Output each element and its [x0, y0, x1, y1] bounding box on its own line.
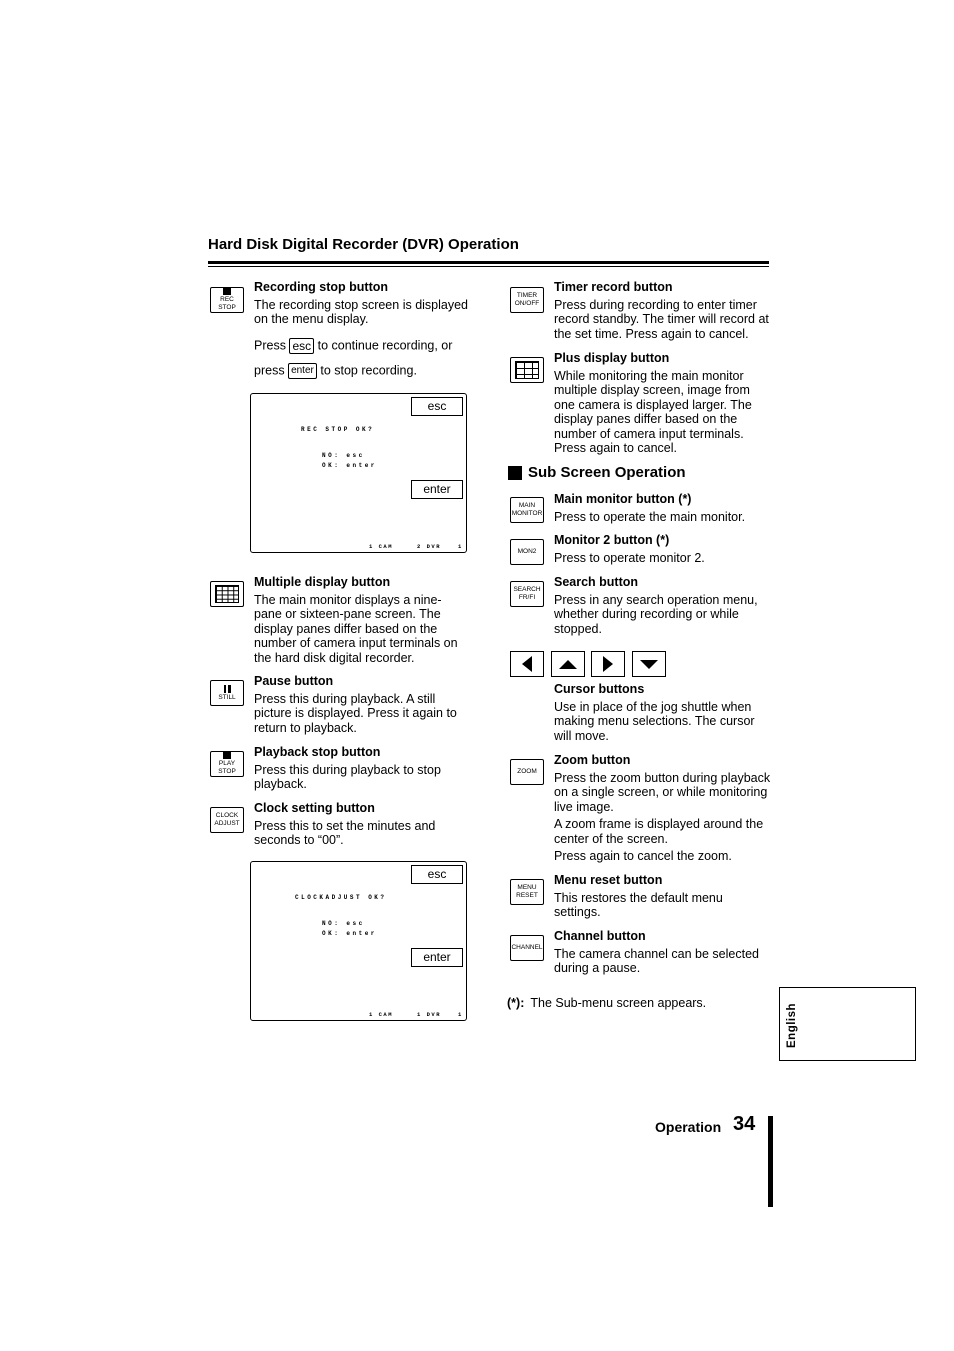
timer-icon-label-2: ON/OFF	[514, 300, 540, 307]
zoom-body-3: Press again to cancel the zoom.	[554, 849, 732, 863]
rec-stop-press-esc	[254, 338, 469, 354]
stop-text: to stop recording.	[320, 362, 417, 377]
channel-body: The camera channel can be selected during a pause.	[554, 946, 759, 975]
cursor-body: Use in place of the jog shuttle when making menu selections. The cursor will move.	[554, 699, 755, 743]
menu-reset-body: This restores the default menu settings.	[554, 890, 723, 919]
main-monitor-icon-label-2: MONITOR	[511, 510, 543, 517]
clock-section	[254, 801, 469, 848]
zoom-body-1: Press the zoom button during playback on a single screen, or while monitoring live image.	[554, 770, 771, 814]
plus-display-button-icon	[510, 357, 544, 383]
timer-button-icon	[510, 287, 544, 313]
plus-display-heading: Plus display button	[554, 351, 670, 365]
channel-button-icon	[510, 935, 544, 961]
search-button-icon	[510, 581, 544, 607]
pause-body: Press this during playback. A still picture is displayed. Press it again to return to playback.	[254, 691, 457, 735]
screen-enter-button: enter	[411, 948, 463, 967]
rec-stop-heading: Recording stop button	[254, 280, 389, 294]
cursor-right-icon	[591, 651, 625, 677]
menu-reset-button-icon	[510, 879, 544, 905]
plus-display-body: While monitoring the main monitor multiple display screen, image from one camera is displayed larger. The display panes differ based on the number of camera input terminals. Press again to cancel.	[554, 368, 752, 455]
menu-reset-icon-label-1: MENU	[517, 884, 537, 891]
language-tab	[779, 987, 916, 1061]
rec-stop-section	[254, 280, 469, 379]
playback-stop-section	[254, 745, 469, 792]
channel-section	[554, 929, 772, 976]
screen-dvr-status: 2 DVR	[417, 543, 442, 550]
zoom-button-icon	[510, 759, 544, 785]
main-monitor-heading: Main monitor button (*)	[554, 492, 692, 506]
section-marker-icon	[508, 466, 522, 480]
esc-key-icon: esc	[289, 338, 314, 354]
pause-icon	[224, 685, 231, 693]
stop-square-icon	[223, 752, 231, 759]
cursor-heading: Cursor buttons	[554, 682, 645, 696]
cursor-down-icon	[632, 651, 666, 677]
clock-icon-label-2: ADJUST	[214, 820, 240, 827]
pause-heading: Pause button	[254, 674, 334, 688]
cursor-left-icon	[510, 651, 544, 677]
zoom-heading: Zoom button	[554, 753, 631, 767]
timer-section	[554, 280, 772, 341]
footer-section-label: Operation	[655, 1119, 722, 1135]
search-icon-label-1: SEARCH	[513, 586, 541, 593]
playback-stop-button-icon	[210, 751, 244, 777]
menu-reset-section	[554, 873, 772, 920]
screen-no-option: NO: esc	[322, 452, 365, 459]
language-tab-label: English	[786, 1002, 798, 1048]
zoom-icon-label: ZOOM	[517, 768, 537, 775]
screen-ok-option: OK: enter	[322, 930, 377, 937]
clock-adjust-button-icon	[210, 807, 244, 833]
rec-stop-icon-label: REC STOP	[218, 296, 236, 311]
timer-icon-label-1: TIMER	[516, 292, 538, 299]
grid-icon	[215, 585, 239, 603]
screen-cam-status: 1 CAM	[369, 543, 394, 550]
search-section	[554, 575, 772, 636]
main-monitor-body: Press to operate the main monitor.	[554, 509, 746, 524]
rec-stop-press-enter	[254, 363, 469, 379]
screen-esc-button: esc	[411, 397, 463, 416]
stop-square-icon	[223, 288, 231, 295]
enter-key-icon: enter	[288, 363, 317, 379]
footnote	[507, 996, 706, 1010]
channel-heading: Channel button	[554, 929, 646, 943]
play-stop-icon-label: PLAY STOP	[218, 760, 236, 775]
screen-number: 1	[458, 543, 463, 550]
press-text: press	[254, 362, 285, 377]
playback-stop-body: Press this during playback to stop playback.	[254, 762, 441, 791]
screen-dvr-status: 1 DVR	[417, 1011, 442, 1018]
search-heading: Search button	[554, 575, 639, 589]
channel-icon-label: CHANNEL	[511, 944, 543, 951]
mon2-heading: Monitor 2 button (*)	[554, 533, 670, 547]
screen-number: 1	[458, 1011, 463, 1018]
pause-icon-label: STILL	[218, 693, 236, 701]
mon2-body: Press to operate monitor 2.	[554, 550, 705, 565]
main-monitor-button-icon	[510, 497, 544, 523]
zoom-section	[554, 753, 772, 864]
rec-stop-screen	[250, 393, 467, 553]
footer-bar	[768, 1116, 773, 1207]
screen-no-option: NO: esc	[322, 920, 365, 927]
screen-enter-button: enter	[411, 480, 463, 499]
footnote-text: The Sub-menu screen appears.	[530, 996, 707, 1010]
search-icon-label-2: FR/FI	[518, 594, 536, 601]
screen-esc-button: esc	[411, 865, 463, 884]
grid-icon	[515, 361, 539, 379]
cursor-up-icon	[551, 651, 585, 677]
title-rule-thick	[208, 261, 769, 264]
cursor-section	[554, 682, 772, 743]
main-monitor-section	[554, 492, 772, 524]
section-title-text: Sub Screen Operation	[528, 464, 686, 481]
continue-text: to continue recording, or	[317, 337, 453, 352]
main-monitor-icon-label-1: MAIN	[518, 502, 536, 509]
title-rule-thin	[208, 266, 769, 267]
press-text: Press	[254, 337, 286, 352]
clock-icon-label-1: CLOCK	[215, 812, 239, 819]
multi-display-body: The main monitor displays a nine-pane or sixteen-pane screen. The display panes differ based on the number of camera input terminals on the hard disk digital recorder.	[254, 592, 458, 665]
clock-heading: Clock setting button	[254, 801, 375, 815]
search-body: Press in any search operation menu, whether during recording or while stopped.	[554, 592, 758, 636]
menu-reset-icon-label-2: RESET	[516, 892, 538, 899]
zoom-body-2: A zoom frame is displayed around the center of the screen.	[554, 817, 764, 846]
multi-display-heading: Multiple display button	[254, 575, 391, 589]
mon2-icon-label: MON2	[517, 548, 537, 555]
mon2-button-icon	[510, 539, 544, 565]
pause-button-icon	[210, 680, 244, 706]
sub-screen-section-title	[508, 464, 686, 481]
page-title: Hard Disk Digital Recorder (DVR) Operation	[208, 236, 519, 253]
clock-body: Press this to set the minutes and seconds to “00”.	[254, 818, 436, 847]
playback-stop-heading: Playback stop button	[254, 745, 381, 759]
footnote-mark: (*):	[507, 996, 525, 1010]
screen-message: REC STOP OK?	[301, 426, 375, 433]
screen-ok-option: OK: enter	[322, 462, 377, 469]
rec-stop-button-icon	[210, 287, 244, 313]
page-number: 34	[733, 1113, 756, 1135]
plus-display-section	[554, 351, 772, 456]
screen-message: CLOCKADJUST OK?	[295, 894, 387, 901]
menu-reset-heading: Menu reset button	[554, 873, 663, 887]
mon2-section	[554, 533, 772, 565]
multi-display-section	[254, 575, 469, 665]
multi-display-button-icon	[210, 581, 244, 607]
screen-cam-status: 1 CAM	[369, 1011, 394, 1018]
clock-adjust-screen	[250, 861, 467, 1021]
timer-body: Press during recording to enter timer record standby. The timer will record at the set time. Press again to cancel.	[554, 297, 769, 341]
pause-section	[254, 674, 469, 735]
rec-stop-body: The recording stop screen is displayed on the menu display.	[254, 297, 469, 326]
timer-heading: Timer record button	[554, 280, 673, 294]
